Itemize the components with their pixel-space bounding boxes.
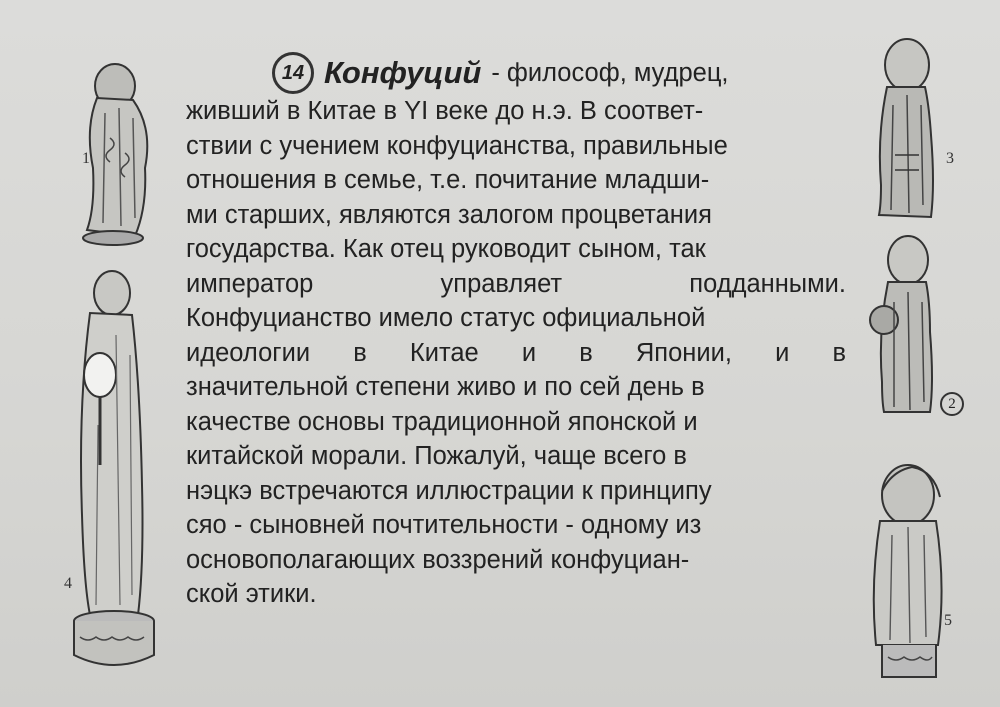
figure-label: 3 xyxy=(946,150,954,167)
figure-3 xyxy=(865,35,945,225)
figure-label: 1 xyxy=(82,150,90,167)
heading-continuation: - философ, мудрец, xyxy=(491,58,729,87)
text-line: отношения в семье, т.е. почитание младши- xyxy=(186,166,710,194)
article-title: Конфуций xyxy=(324,54,482,90)
text-line: основополагающих воззрений конфуциан- xyxy=(186,545,690,574)
figure-label-circled: 2 xyxy=(940,392,964,416)
article-heading xyxy=(186,52,846,94)
text-line: ми старших, являются залогом процветания xyxy=(186,200,712,229)
text-line: качестве основы традиционной японской и xyxy=(186,407,698,436)
text-line: император управляет подданными. xyxy=(186,269,846,298)
text-line: китайской морали. Пожалуй, чаще всего в xyxy=(186,442,687,470)
figure-label: 5 xyxy=(944,612,952,629)
text-line: сяо - сыновней почтительности - одному из xyxy=(186,511,702,539)
figure-5 xyxy=(862,455,952,690)
figure-label: 4 xyxy=(64,575,72,592)
text-line: Конфуцианство имело статус официальной xyxy=(186,304,706,332)
text-line: значительной степени живо и по сей день в xyxy=(186,373,705,401)
netsuke-figurine-icon xyxy=(862,455,952,690)
netsuke-figurine-icon xyxy=(60,265,160,685)
text-line: нэцкэ встречаются иллюстрации к принципу xyxy=(186,476,712,505)
article-text xyxy=(186,52,846,612)
figure-2 xyxy=(868,232,943,417)
text-line: государства. Как отец руководит сыном, так xyxy=(186,235,706,263)
section-number-badge: 14 xyxy=(272,52,314,94)
text-line: ской этики. xyxy=(186,580,317,608)
netsuke-figurine-icon xyxy=(865,35,945,225)
bleed-through-text xyxy=(330,0,890,30)
text-line: идеологии в Китае и в Японии, и в xyxy=(186,338,846,367)
figure-4 xyxy=(60,265,160,685)
netsuke-figurine-icon xyxy=(868,232,943,417)
text-line: ствии с учением конфуцианства, правильные xyxy=(186,131,728,160)
text-line: живший в Китае в YI веке до н.э. В соответ- xyxy=(186,97,704,125)
